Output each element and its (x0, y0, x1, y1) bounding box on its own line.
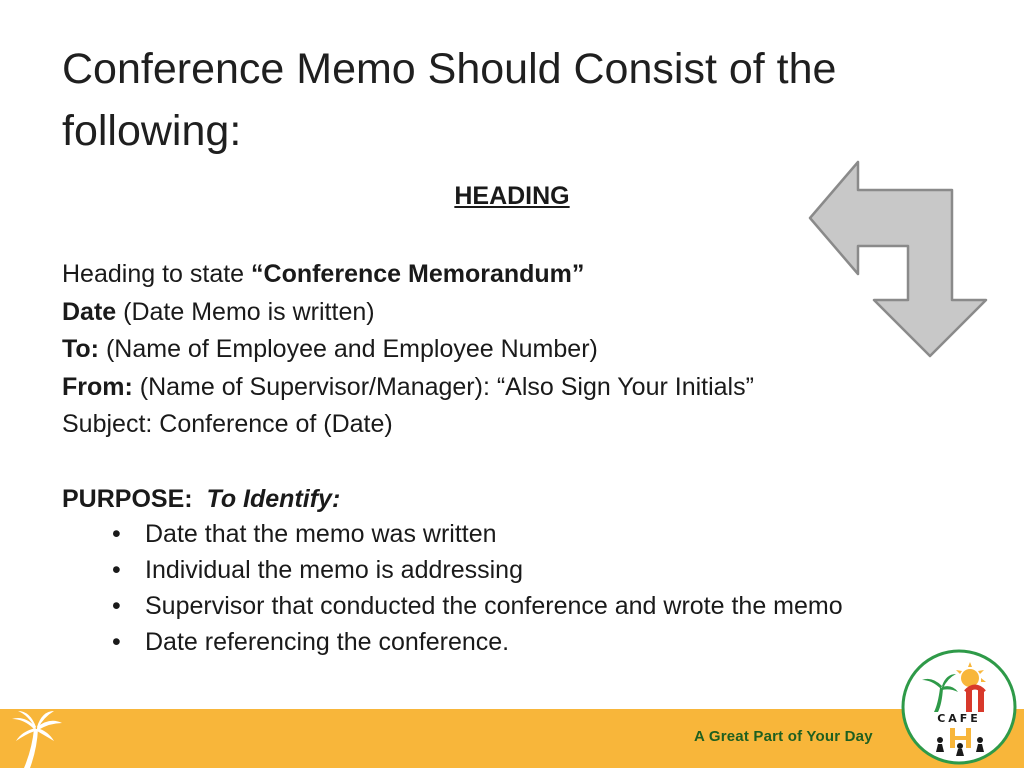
section-heading: HEADING (454, 182, 570, 210)
memo-line-heading (62, 256, 882, 294)
bullet-icon: • (112, 556, 121, 584)
bullet-text: Individual the memo is addressing (145, 556, 523, 584)
memo-line-text: Subject: Conference of (Date) (62, 410, 393, 438)
bullet-icon: • (112, 592, 121, 620)
memo-line-label: From: (62, 372, 133, 401)
memo-line-label: Date (62, 297, 117, 326)
bullet-text: Date that the memo was written (145, 520, 497, 548)
memo-line-subject (62, 406, 882, 444)
list-item (112, 552, 843, 588)
memo-line-to (62, 331, 882, 369)
bullet-text: Date referencing the conference. (145, 628, 510, 656)
bent-arrow-icon (806, 160, 990, 358)
memo-line-text: (Date Memo is written) (116, 297, 375, 326)
list-item (112, 624, 843, 660)
memo-line-text: (Name of Supervisor/Manager): “Also Sign Your Initials” (132, 372, 754, 401)
memo-line-from (62, 369, 882, 407)
memo-line-date (62, 294, 882, 332)
list-item (112, 516, 843, 552)
bullet-icon: • (112, 628, 121, 656)
palm-tree-icon (10, 709, 64, 768)
memo-line-text: Heading to state (62, 260, 252, 288)
footer-bar (0, 709, 1024, 768)
memo-line-bold-after: “Conference Memorandum” (251, 260, 585, 288)
footer-tagline: A Great Part of Your Day (694, 728, 873, 745)
slide-title: Conference Memo Should Consist of the following: (62, 45, 837, 155)
purpose-heading (62, 481, 340, 517)
list-item (112, 588, 843, 624)
memo-line-label: To: (62, 335, 100, 363)
memo-line-text: (Name of Employee and Employee Number) (99, 335, 598, 363)
bullet-icon: • (112, 520, 121, 548)
bullet-text: Supervisor that conducted the conference and wrote the memo (145, 592, 843, 620)
cafe-logo (900, 648, 1018, 766)
logo-text: CAFE (937, 712, 981, 725)
purpose-bullet-list (112, 516, 843, 660)
purpose-subtitle: To Identify: (206, 485, 341, 513)
purpose-label: PURPOSE: (62, 485, 193, 513)
memo-fields (62, 256, 882, 444)
